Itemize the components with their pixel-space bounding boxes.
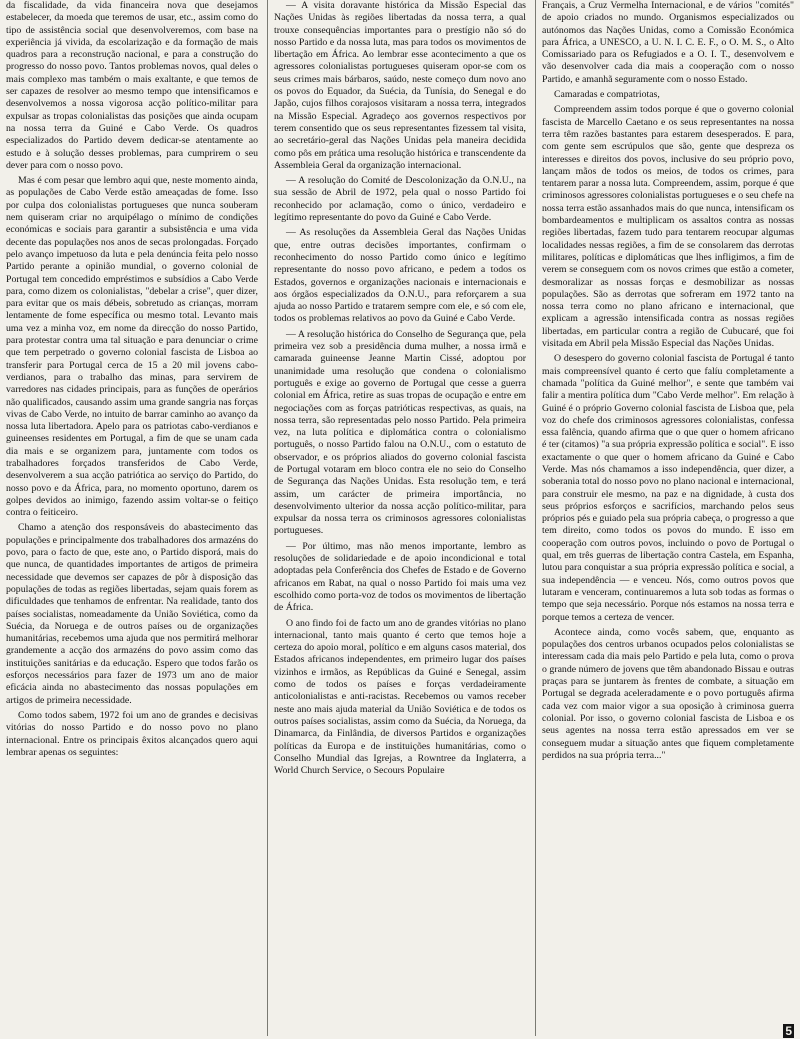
- page-number: 5: [785, 1024, 792, 1038]
- paragraph: Français, a Cruz Vermelha Internacional, e de vários "comités" de apoio criados no mundo. Organismos especializados ou autónomos das Nações Unidas, como a Comissão Económica para África, a UNESCO, a U. N. I. C. E. F., o O. M. S., o Alto Comissariado para os Refugiados e a O. I. T., desenvolvem e vão desenvolver cada dia mais a cooperação com o nosso Partido, e amanhã seguramente com o nosso Estado.: [542, 0, 794, 85]
- paragraph: Mas é com pesar que lembro aqui que, neste momento ainda, as populações de Cabo Verde estão ameaçadas de fome. Isso por culpa dos colonialistas portugueses que nunca souberam nem quiseram criar no arquipélago o mínimo de condições económicas e sociais para garantir a subsistência e uma vida decente das populações nos anos de secas prolongadas. Forçado pelo avanço impetuoso da luta e pela denúncia feita pelo nosso Partido perante a opinião mundial, o governo colonial de Portugal tem concedido empréstimos e subsídios a Cabo Verde para, como dizem os colonialistas, "debelar a crise", quer dizer, para evitar que os mais débeis, sobretudo as crianças, morram lentamente de fome específica ou mesmo total. Levanto mais uma vez a minha voz, em nome da direcção do nosso Partido, para protestar contra uma tal situação e para denunciar o crime que tem perpetrado o governo colonial fascista de Lisboa ao transferir para Portugal cerca de 15 a 20 mil jovens cabo-verdianos, para o trabalho das minas, para servirem de varredores nas cidades principais, para as funções de operários não qualificados, causando assim uma grande sangria nas forças vivas de Cabo Verde, no intuito de barrar caminho ao avanço da nossa luta libertadora. Apelo para os patriotas cabo-verdianos e guineenses residentes em Portugal, a fim de que se unam cada dia mais e se organizem para, juntamente com todos os trabalhadores forçados transferidos de Cabo Verde, desenvolverem a sua acção patriótica ao serviço do Partido, do nosso povo e da África, para, no momento oportuno, darem os golpes devidos ao inimigo, fazendo assim voltar-se o feitiço contra o feiticeiro.: [6, 175, 258, 519]
- paragraph: da fiscalidade, da vida financeira nova que desejamos estabelecer, da moeda que teremos de usar, etc., assim como do tipo de assistência social que desenvolveremos, com base na experiência já vivida, da escolarização e da formação de mais quadros para a reconstrução nacional, e para a construção do progresso do nosso povo. Tantos problemas novos, qual deles o mais complexo mas também o mais exaltante, e que temos de ser capazes de resolver ao mesmo tempo que intensificamos e desenvolvemos a nossa vigorosa acção político-militar para expulsar as tropas colonialistas das posições que ainda ocupam na nossa terra da Guiné e Cabo Verde. Os quadros especializados do Partido devem dedicar-se atentamente ao estudo e à solução desses problemas, para cumprirem o seu dever para com o nosso povo.: [6, 0, 258, 171]
- paragraph: Acontece ainda, como vocês sabem, que, enquanto as populações dos centros urbanos ocupados pelos colonialistas se interessam cada dia mais pelo Partido e pela luta, como o prova o grande número de jovens que têm abandonado Bissau e outras praças para se juntarem às frentes de combate, a situação em Portugal se degrada aceleradamente e o povo português afirma cada vez com maior vigor a sua oposição à criminosa guerra colonial. Por isso, o governo colonial fascista de Lisboa e os seus agentes na nossa terra estão apressados em ver se conseguem mudar a situação antes que fiquem completamente perdidos na sua própria terra...": [542, 626, 794, 761]
- paragraph: O desespero do governo colonial fascista de Portugal é tanto mais compreensível quanto é certo que falíu completamente a chamada "política da Guiné melhor", e sente que também vai falir a mentira política dum "Cabo Verde melhor". Em relação à Guiné é o próprio Governo colonial fascista de Lisboa que, pela voz do chefe dos criminosos agressores colonialistas, confessa essa falência, quando afirma que o que quer o homem africano é ter (citamos) "a sua própria expressão política e social". E isso exactamente o que quer o homem africano da Guiné e Cabo Verde. Mas nós chamamos a isso independência, quer dizer, a soberania total do nosso povo no plano nacional e internacional, para construir ele mesmo, na paz e na dignidade, à custa dos seus próprios esforços e sacrifícios, marchando pelos seus próprios pés e guiado pela sua própria cabeça, o progresso a que tem direito, como todos os povos do mundo. E isso em cooperação com outros povos, incluindo o povo de Portugal o qual, em três guerras de libertação contra Castela, em Espanha, lutou para conquistar a sua própria expressão política e social, a sua independência — e venceu. Nós, como outros povos que lutaram e venceram, continuaremos a luta sob todas as formas o tempo que seja necessário. Porque nós estamos na nossa terra e porque temos a certeza de vencer.: [542, 353, 794, 623]
- text-column-3: [542, 0, 794, 1036]
- paragraph: O ano findo foi de facto um ano de grandes vitórias no plano internacional, tanto mais quanto é certo que temos hoje a certeza do apoio moral, político e em alguns casos material, dos Estados africanos independentes, em primeiro lugar dos países vizinhos e irmãos, as Repúblicas da Guiné e Senegal, assim como de todos os países e forças verdadeiramente anticolonialistas e anti-racistas. Recebemos ou vamos receber neste ano mais ajuda material da União Soviética e de todos os outros países socialistas, assim como da Suécia, da Noruega, da Dinamarca, da Finlândia, de diversos Partidos e organizações políticas da Europa e de instituições humanitárias, como o Conselho Mundial das Igrejas, a Rowntree da Inglaterra, a World Church Service, o Secours Populaire: [274, 617, 526, 777]
- paragraph: — A resolução histórica do Conselho de Segurança que, pela primeira vez sob a presidência duma mulher, a nossa irmã e camarada guineense Jeanne Martin Cissé, adoptou por unanimidade uma resolução que condena o colonialismo português e exige ao governo de Portugal que cesse a guerra colonial em África, retire as suas tropas de ocupação e entre em negociações com as forças patrióticas respectivas, as quais, na nossa terra, são representadas pelo nosso Partido. Pela primeira vez, na luta política e diplomática contra o colonialismo português, o nosso Partido falou na O.N.U., com o estatuto de observador, e os próprios aliados do governo colonial fascista de Portugal votaram em bloco contra ele no seio do Conselho de Segurança das Nações Unidas. Esta resolução tem, e terá assim, um carácter de primeira importância, no desenvolvimento ulterior da nossa acção político-militar, para expulsar da nossa terra os criminosos agressores colonialistas portugueses.: [274, 328, 526, 537]
- salutation: Camaradas e compatriotas,: [554, 89, 660, 101]
- paragraph: — A visita doravante histórica da Missão Especial das Nações Unidas às regiões libertadas da nossa terra, a qual trouxe consequências importantes para o prestígio não só do nosso Partido e da nossa luta, mas para todos os movimentos de libertação em África. Ao lembrar esse acontecimento a que os agressores colonialistas portugueses quiseram opor-se com os seus crimes mais bárbaros, saúdo, neste começo dum novo ano os povos do Equador, da Suécia, da Tunísia, do Senegal e do Japão, cujos filhos corajosos visitaram a nossa terra, integrados na Missão Especial. Agradeço aos governos respectivos por terem consentido que os seus representantes fizessem tal visita, ao secretário-geral das Nações Unidas pela maneira decidida como pôs em prática uma resolução histórica e transcendente da Assembleia Geral da organização internacional.: [274, 0, 526, 171]
- paragraph: — As resoluções da Assembleia Geral das Nações Unidas que, entre outras decisões importantes, confirmam o reconhecimento do nosso Partido como único e legítimo representante do nosso povo africano, e pedem a todos os Estados, governos e organizações nacionais e internacionais e aos órgãos especializados da O.N.U., para reforçarem a sua ajuda ao nosso Partido e tratarem sempre com ele, e só com ele, todos os problemas relativos ao povo da Guiné e Cabo Verde.: [274, 227, 526, 325]
- paragraph: Como todos sabem, 1972 foi um ano de grandes e decisivas vitórias do nosso Partido e do nosso povo no plano internacional. Entre os principais êxitos alcançados quero aqui lembrar apenas os seguintes:: [6, 709, 258, 758]
- column-divider: [267, 0, 268, 1036]
- column-divider: [535, 0, 536, 1036]
- text-column-2: [274, 0, 526, 1036]
- paragraph: — Por último, mas não menos importante, lembro as resoluções de solidariedade e de apoio incondicional e total adoptadas pela Conferência dos Chefes de Estado e de Governo africanos em Rabat, na qual o nosso Partido foi mais uma vez escolhido como porta-voz de todos os movimentos de libertação de África.: [274, 540, 526, 614]
- paragraph: Chamo a atenção dos responsáveis do abastecimento das populações e principalmente dos trabalhadores dos armazéns do povo, para o facto de que, este ano, o Partido disporá, mais do que nunca, de quantidades importantes de artigos de primeira necessidade que devemos ser capazes de pôr à disposição das populações de todas as regiões libertadas, sejam quais forem as dificuldades que tenhamos de enfrentar. Na realidade, tanto dos países socialistas, nomeadamente da União Soviética, como da Suécia, da Noruega e de outros países ou de organizações humanitárias, recebemos uma ajuda que nos permitirá melhorar grandemente a acção dos armazéns do povo assim como das instituições sanitárias e da educação. Espero que todos farão os esforços necessários para fazer de 1973 um ano de maior eficácia ainda no abastecimento das nossas populações em artigos de primeira necessidade.: [6, 522, 258, 706]
- paragraph: — A resolução do Comité de Descolonização da O.N.U., na sua sessão de Abril de 1972, pela qual o nosso Partido foi reconhecido por aclamação, como o único, verdadeiro e legítimo representante do povo da Guiné e Cabo Verde.: [274, 175, 526, 224]
- document-page: [6, 0, 794, 1039]
- text-column-1: [6, 0, 258, 1036]
- paragraph: Compreendem assim todos porque é que o governo colonial fascista de Marcello Caetano e os seus representantes na nossa terra têm razões bastantes para estarem desesperados. E para, com gente sem escrúpulos que são, gente que despreza os interesses e direitos dos povos, inclusive do seu próprio povo, lançam mãos de todos os meios, de todos os crimes, para tentarem parar a nossa luta. Compreendem, assim, porque é que criminosos agressores colonialistas portugueses e o seu chefe na nossa terra estão assanhados mais do que nunca, intensificam os bombardeamentos e multiplicam os assaltos contra as nossas regiões libertadas, fazem tudo para tentarem reocupar algumas localidades nessas regiões, a fim de se consolarem das derrotas militares, políticas e diplomáticas que lhes infligimos, a fim de verem se conseguem com os novos crimes que estão a cometer, desmoralizar as nossas forças e desmobilizar as nossas populações. São as derrotas que sofreram em 1972 tanto na nossa terra como no plano africano e internacional, que explicam a agressão intensificada contra as nossas regiões libertadas, em particular contra a região de Cubucaré, que foi visitada em Abril pela Missão Especial das Nações Unidas.: [542, 104, 794, 350]
